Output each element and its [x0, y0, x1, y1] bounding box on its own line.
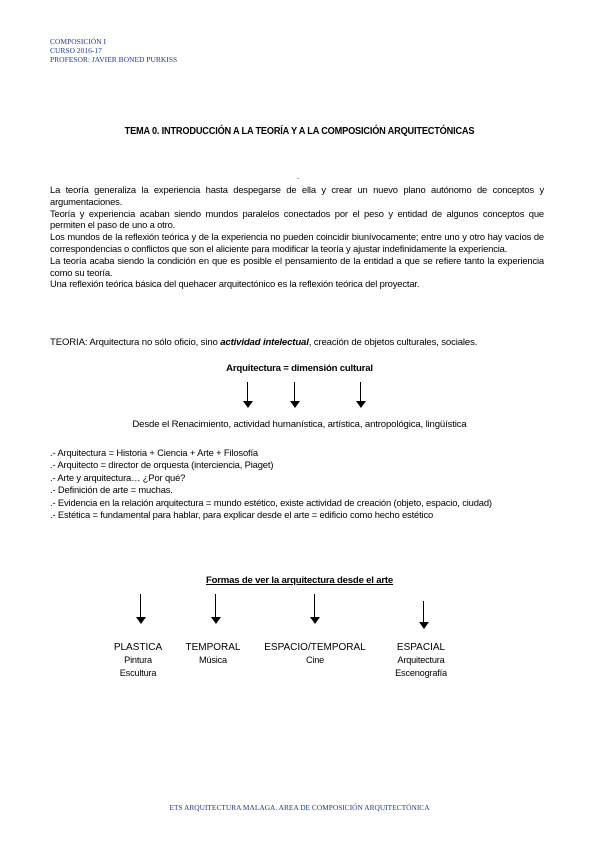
cultural-heading: Arquitectura = dimensión cultural — [226, 363, 373, 374]
column-temporal — [176, 641, 250, 667]
column-heading: TEMPORAL — [185, 642, 241, 653]
column-heading: ESPACIO/TEMPORAL — [264, 642, 366, 653]
column-heading: PLASTICA — [113, 642, 163, 653]
down-arrow-icon — [289, 382, 301, 408]
column-espacial — [381, 641, 461, 680]
column-espacio-temporal — [259, 641, 371, 667]
paragraph: Teoría y experiencia acaban siendo mundos paralelos conectados por el peso y entidad de algunos conceptos que permiten el paso de uno a otro. — [50, 207, 544, 231]
column-item: Escultura — [119, 668, 157, 678]
intro-paragraphs — [50, 184, 544, 290]
header-professor: PROFESOR: JAVIER BONED PURKISS — [50, 55, 178, 64]
list-item: .- Arquitectura = Historia + Ciencia + Arte + Filosofía — [50, 447, 258, 458]
list-item: .- Evidencia en la relación arquitectura = mundo estético, existe actividad de creación (objeto, espacio, ciudad) — [50, 496, 492, 508]
stray-dot: . — [297, 172, 300, 181]
paragraph: La teoría acaba siendo la condición en que es posible el pensamiento de la entidad a que se refiere tanto la experiencia como su teoría. — [50, 254, 544, 278]
paragraph: La teoría generaliza la experiencia hasta despegarse de ella y crear un nuevo plano autónomo de conceptos y argumentaciones. — [50, 184, 544, 207]
down-arrow-icon — [309, 594, 321, 624]
header-year: CURSO 2016-17 — [50, 46, 102, 55]
paragraph: Los mundos de la reflexión teórica y de la experiencia no pueden coincidir biunívocamente; entre uno y otro hay vacíos de correspondencias o conflictos que son el aliciente para modificar la teoría y ajustar indefinidamente la experiencia. — [50, 231, 544, 254]
column-item: Arquitectura — [397, 655, 445, 665]
list-item: .- Estética = fundamental para hablar, para explicar desde el arte = edificio como hecho estético — [50, 509, 434, 521]
page-title: TEMA 0. INTRODUCCIÓN A LA TEORÍA Y A LA COMPOSICIÓN ARQUITECTÓNICAS — [124, 126, 475, 137]
teoria-suffix: , creación de objetos culturales, sociales. — [308, 337, 478, 348]
bullet-list — [50, 447, 492, 521]
down-arrow-icon — [135, 594, 147, 624]
document-header — [50, 37, 177, 64]
down-arrow-icon — [210, 594, 222, 624]
column-item: Cine — [305, 655, 325, 665]
column-item: Escenografía — [395, 668, 447, 678]
formas-heading: Formas de ver la arquitectura desde el arte — [205, 575, 394, 586]
paragraph: Una reflexión teórica básica del quehacer arquitectónico es la reflexión teórica del proyectar. — [50, 278, 420, 290]
column-item: Música — [199, 655, 227, 665]
list-item: .- Arquitecto = director de orquesta (interciencia, Piaget) — [50, 459, 274, 471]
down-arrow-icon — [355, 382, 367, 408]
list-item: .- Arte y arquitectura… ¿Por qué? — [50, 471, 186, 483]
document-footer: ETS ARQUITECTURA MALAGA. AREA DE COMPOSICIÓN ARQUITECTÓNICA — [169, 803, 430, 812]
teoria-prefix: TEORIA: Arquitectura no sólo oficio, sino — [50, 337, 221, 348]
down-arrow-icon — [242, 382, 254, 408]
list-item: .- Definición de arte = muchas. — [50, 484, 173, 496]
header-course: COMPOSICIÓN I — [50, 37, 107, 46]
column-item: Pintura — [124, 655, 152, 665]
column-heading: ESPACIAL — [396, 642, 446, 653]
teoria-emphasis: actividad intelectual — [220, 337, 309, 348]
down-arrow-icon — [418, 601, 430, 629]
teoria-definition — [50, 337, 477, 348]
column-plastica — [100, 641, 176, 680]
renaissance-line: Desde el Renacimiento, actividad humanística, artística, antropológica, lingüística — [132, 419, 467, 430]
